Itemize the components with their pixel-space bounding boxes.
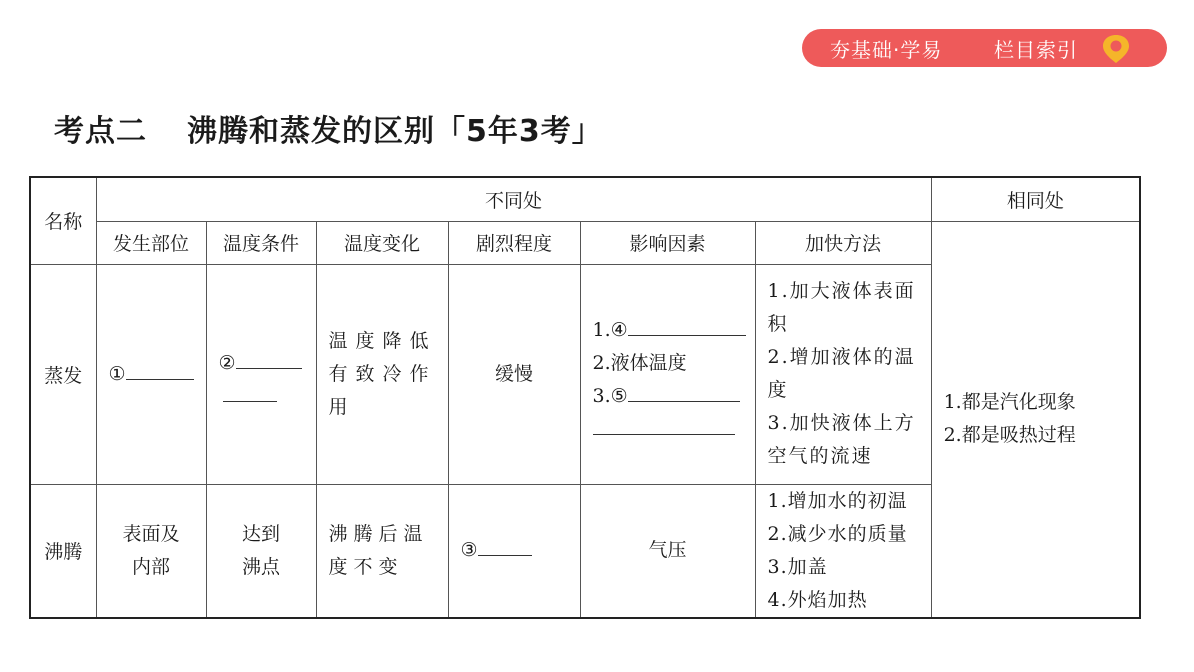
similarity-item: 1.都是汽化现象 (943, 391, 1076, 413)
blank-marker-1: ① (108, 362, 126, 385)
evap-temp-change-cell (316, 264, 448, 484)
boil-intensity-cell (448, 484, 580, 618)
boil-factors-cell: 气压 (580, 484, 755, 618)
col-header-intensity: 剧烈程度 (448, 221, 580, 264)
evap-factors-cell (580, 264, 755, 484)
boil-location-text: 表面及内部 (122, 522, 180, 578)
answer-blank (126, 363, 194, 380)
speedup-item: 3.加盖 (767, 555, 828, 578)
col-header-speedup: 加快方法 (755, 221, 931, 264)
answer-blank (628, 319, 746, 336)
similarities-cell (931, 221, 1140, 618)
speedup-item: 3.加快液体上方空气的流速 (767, 412, 916, 467)
evap-speedup-cell (755, 264, 931, 484)
comparison-table (29, 176, 1141, 619)
evap-intensity-cell: 缓慢 (448, 264, 580, 484)
col-header-temp-condition: 温度条件 (206, 221, 316, 264)
page-title (54, 106, 603, 150)
answer-blank (236, 352, 302, 369)
title-part-number: 考点二 (54, 114, 147, 149)
boil-temp-condition-cell (206, 484, 316, 618)
blank-marker-3: ③ (460, 539, 478, 561)
boil-temp-condition-text: 达到沸点 (241, 522, 280, 578)
similarity-item: 2.都是吸热过程 (943, 424, 1076, 446)
badge-section-label[interactable]: 夯基础·学易 (830, 37, 943, 62)
answer-blank (478, 539, 532, 556)
answer-blank (628, 385, 740, 402)
col-header-temp-change: 温度变化 (316, 221, 448, 264)
row-name-evaporation: 蒸发 (30, 264, 96, 484)
header-differences: 不同处 (96, 177, 931, 221)
speedup-item: 1.增加水的初温 (767, 489, 908, 512)
speedup-item: 1.加大液体表面积 (767, 280, 916, 335)
evap-temp-change-text: 温度降低有致冷作用 (328, 329, 437, 418)
col-header-location: 发生部位 (96, 221, 206, 264)
speedup-item: 2.增加液体的温度 (767, 346, 916, 401)
boil-temp-change-cell (316, 484, 448, 618)
title-part-topic: 沸腾和蒸发的区别「5年3考」 (187, 114, 603, 149)
header-similarities: 相同处 (931, 177, 1140, 221)
evap-location-cell (96, 264, 206, 484)
header-name: 名称 (30, 177, 96, 264)
row-name-boiling: 沸腾 (30, 484, 96, 618)
speedup-item: 2.减少水的质量 (767, 522, 908, 545)
location-pin-icon[interactable] (1099, 33, 1133, 65)
badge-index-label[interactable]: 栏目索引 (994, 37, 1078, 62)
factor-item: 2.液体温度 (592, 351, 687, 374)
answer-blank (223, 391, 277, 402)
answer-blank (593, 424, 735, 435)
factor-item: 1.④ (592, 318, 628, 341)
speedup-item: 4.外焰加热 (767, 588, 868, 611)
boil-location-cell (96, 484, 206, 618)
blank-marker-2: ② (218, 351, 236, 374)
boil-temp-change-text: 沸腾后温度不变 (328, 522, 429, 578)
section-index-badge[interactable] (802, 29, 1167, 67)
evap-temp-condition-cell (206, 264, 316, 484)
boil-speedup-cell (755, 484, 931, 618)
col-header-factors: 影响因素 (580, 221, 755, 264)
factor-item: 3.⑤ (592, 384, 628, 407)
